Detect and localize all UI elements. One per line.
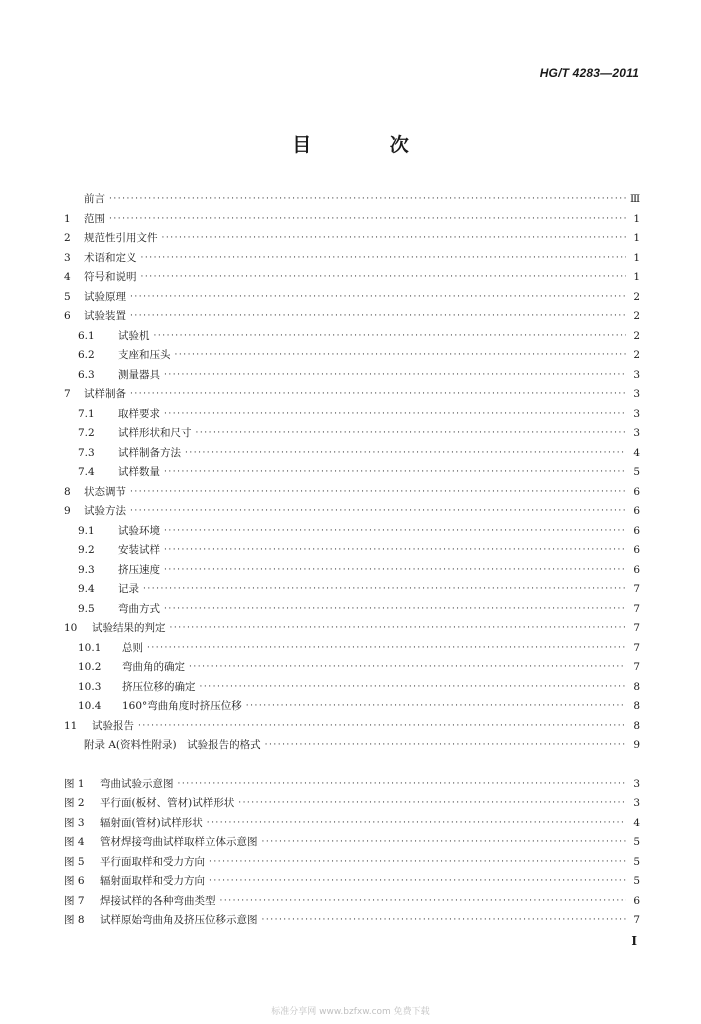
toc-dot-leader xyxy=(238,794,626,814)
toc-dot-leader xyxy=(138,717,626,737)
toc-entry-page: 3 xyxy=(633,427,640,439)
toc-dot-leader xyxy=(262,833,627,853)
toc-dot-leader xyxy=(178,775,627,795)
toc-entry-page: 7 xyxy=(633,661,640,673)
toc-entry-number: 9.5 xyxy=(78,602,95,615)
toc-entry-label: 挤压速度 xyxy=(118,563,160,576)
toc-entry xyxy=(64,405,640,425)
toc-entry-label: 辐射面(管材)试样形状 xyxy=(100,816,203,829)
toc-entry-number: 9.2 xyxy=(78,544,95,556)
toc-dot-leader xyxy=(130,307,626,327)
toc-entry-label: 焊接试样的各种弯曲类型 xyxy=(100,894,216,907)
toc-dot-leader xyxy=(164,600,626,620)
toc-entry-page: 5 xyxy=(633,836,640,848)
toc-entry xyxy=(64,541,640,561)
toc-entry xyxy=(64,424,640,444)
toc-entry-label: 记录 xyxy=(118,583,139,595)
toc-entry-number: 10.1 xyxy=(78,641,102,654)
toc-entry xyxy=(64,483,640,503)
toc-entry-page: 2 xyxy=(633,290,640,303)
toc-entry-label: 术语和定义 xyxy=(84,251,137,264)
toc-entry-label: 平行面取样和受力方向 xyxy=(100,855,205,868)
toc-entry-number: 10 xyxy=(64,622,78,634)
toc-dot-leader xyxy=(154,327,627,347)
toc-entry xyxy=(64,327,640,347)
toc-entry-label: 试验原理 xyxy=(84,290,126,303)
toc-entry-label: 弯曲角的确定 xyxy=(122,661,185,673)
toc-entry-page: 3 xyxy=(633,388,640,400)
toc-entry-number: 8 xyxy=(64,485,71,498)
toc-dot-leader xyxy=(130,502,626,522)
watermark: 标准分享网 www.bzfxw.com 免费下载 xyxy=(271,1007,430,1017)
toc-entry-label: 试验装置 xyxy=(84,310,126,322)
toc-entry xyxy=(64,892,640,912)
toc-dot-leader xyxy=(246,697,626,717)
toc-entry-page: 6 xyxy=(633,505,640,517)
toc-dot-leader xyxy=(207,814,626,834)
toc-entry xyxy=(64,249,640,269)
toc-entry-label: 试验环境 xyxy=(118,524,160,537)
toc-entry-page: 9 xyxy=(633,739,640,751)
toc-entry-page: 4 xyxy=(633,446,640,459)
toc-dot-leader xyxy=(220,892,627,912)
toc-entry-label: 状态调节 xyxy=(84,485,126,498)
toc-entry-page: 1 xyxy=(633,232,640,244)
toc-entry-label: 辐射面取样和受力方向 xyxy=(100,875,205,887)
toc-entry-page: 2 xyxy=(633,349,640,361)
toc-entry xyxy=(64,502,640,522)
toc-entry-page: 7 xyxy=(633,641,640,654)
toc-entry-label: 试样原始弯曲角及挤压位移示意图 xyxy=(100,914,258,926)
toc-entry-label: 测量器具 xyxy=(118,368,160,381)
toc-entry-number: 7 xyxy=(64,388,71,400)
toc-entry-label: 安装试样 xyxy=(118,544,160,556)
toc-entry-number: 图 7 xyxy=(64,894,85,907)
toc-entry-page: 3 xyxy=(633,797,640,809)
toc-entry xyxy=(64,619,640,639)
toc-entry-label: 试样制备 xyxy=(84,388,126,400)
toc-entry-page: 7 xyxy=(633,583,640,595)
toc-entry-number: 6.2 xyxy=(78,349,95,361)
toc-entry-page: 3 xyxy=(633,407,640,420)
toc-entry xyxy=(64,385,640,405)
toc-entry xyxy=(64,229,640,249)
toc-entry xyxy=(64,600,640,620)
toc-entry-number: 7.3 xyxy=(78,446,95,459)
toc-dot-leader xyxy=(164,463,626,483)
toc-entry-number: 6.1 xyxy=(78,329,95,342)
toc-entry-number: 10.3 xyxy=(78,680,102,693)
toc-entry-page: 6 xyxy=(633,524,640,537)
toc-entry xyxy=(64,444,640,464)
toc-entry-number: 9 xyxy=(64,505,71,517)
toc-entry-page: 1 xyxy=(633,271,640,283)
toc-entry-label: 弯曲方式 xyxy=(118,602,160,615)
toc-dot-leader xyxy=(196,424,627,444)
toc-dot-leader xyxy=(170,619,627,639)
toc-entry-label: 规范性引用文件 xyxy=(84,232,158,244)
toc-dot-leader xyxy=(162,229,627,249)
toc-dot-leader xyxy=(130,483,626,503)
toc-entry-page: 1 xyxy=(633,251,640,264)
toc-entry-page: 7 xyxy=(633,622,640,634)
toc-entry-number: 图 8 xyxy=(64,914,85,926)
toc-entry xyxy=(64,814,640,834)
toc-entry-number: 图 4 xyxy=(64,836,85,848)
toc-entry-page: 4 xyxy=(633,816,640,829)
toc-entry-label: 前言 xyxy=(84,193,105,205)
toc-entry-label: 试样制备方法 xyxy=(118,446,181,459)
toc-dot-leader xyxy=(164,561,626,581)
toc-dot-leader xyxy=(164,366,626,386)
toc-entry-page: 2 xyxy=(633,310,640,322)
toc-dot-leader xyxy=(265,736,626,756)
table-of-contents xyxy=(64,190,640,931)
toc-entry-number: 10.4 xyxy=(78,700,102,712)
toc-entry xyxy=(64,697,640,717)
toc-dot-leader xyxy=(109,210,626,230)
toc-entry-number: 9.3 xyxy=(78,563,95,576)
toc-dot-leader xyxy=(141,268,627,288)
toc-entry-number: 5 xyxy=(64,290,71,303)
toc-entry-page: 2 xyxy=(633,329,640,342)
toc-entry-number: 1 xyxy=(64,212,71,225)
toc-entry-page: 1 xyxy=(633,212,640,225)
toc-entry-page: 5 xyxy=(633,855,640,868)
toc-entry xyxy=(64,911,640,931)
toc-dot-leader xyxy=(141,249,627,269)
toc-entry-label: 试样形状和尺寸 xyxy=(118,427,192,439)
toc-dot-leader xyxy=(143,580,626,600)
toc-entry-label: 总则 xyxy=(122,641,143,654)
toc-entry xyxy=(64,775,640,795)
toc-entry xyxy=(64,580,640,600)
toc-entry-number: 图 2 xyxy=(64,797,85,809)
toc-entry xyxy=(64,794,640,814)
toc-entry-number: 7.4 xyxy=(78,466,95,478)
toc-entry xyxy=(64,639,640,659)
toc-dot-leader xyxy=(130,288,626,308)
toc-entry-label: 试样数量 xyxy=(118,466,160,478)
toc-dot-leader xyxy=(262,911,627,931)
toc-entry-page: 3 xyxy=(633,368,640,381)
toc-entry-label: 弯曲试验示意图 xyxy=(100,777,174,790)
toc-entry-number: 6 xyxy=(64,310,71,322)
toc-entry xyxy=(64,346,640,366)
toc-entry xyxy=(64,366,640,386)
toc-entry xyxy=(64,268,640,288)
toc-entry-label: 取样要求 xyxy=(118,407,160,420)
toc-entry-page: 5 xyxy=(633,466,640,478)
toc-entry-page: 5 xyxy=(633,875,640,887)
section-gap xyxy=(64,756,640,775)
toc-entry-page: 7 xyxy=(633,914,640,926)
toc-entry xyxy=(64,736,640,756)
toc-entry-page: 6 xyxy=(633,485,640,498)
toc-entry xyxy=(64,833,640,853)
toc-entry xyxy=(64,288,640,308)
toc-entry-number: 图 6 xyxy=(64,875,85,887)
toc-entry-number: 6.3 xyxy=(78,368,95,381)
toc-entry-label: 挤压位移的确定 xyxy=(122,680,196,693)
toc-entry-page: 8 xyxy=(633,700,640,712)
toc-entry-label: 符号和说明 xyxy=(84,271,137,283)
toc-entry xyxy=(64,190,640,210)
toc-entry-label: 试验方法 xyxy=(84,505,126,517)
toc-entry-label: 附录 A(资料性附录) 试验报告的格式 xyxy=(84,739,261,751)
toc-entry-label: 160°弯曲角度时挤压位移 xyxy=(122,700,242,712)
page-title: 目 次 xyxy=(292,134,445,156)
toc-entry-label: 试验结果的判定 xyxy=(92,622,166,634)
toc-entry-number: 11 xyxy=(64,719,78,732)
toc-entry-page: 3 xyxy=(633,777,640,790)
toc-dot-leader xyxy=(130,385,626,405)
toc-entry xyxy=(64,210,640,230)
standard-number: HG/T 4283—2011 xyxy=(539,66,639,80)
toc-entry xyxy=(64,658,640,678)
toc-entry xyxy=(64,463,640,483)
toc-entry xyxy=(64,307,640,327)
toc-entry-number: 7.1 xyxy=(78,407,95,420)
toc-dot-leader xyxy=(147,639,626,659)
toc-entry-label: 支座和压头 xyxy=(118,349,171,361)
toc-entry-number: 4 xyxy=(64,271,71,283)
toc-entry-number: 图 5 xyxy=(64,855,85,868)
toc-entry-label: 平行面(板材、管材)试样形状 xyxy=(100,797,235,809)
toc-dot-leader xyxy=(200,678,627,698)
toc-entry-label: 管材焊接弯曲试样取样立体示意图 xyxy=(100,836,258,848)
toc-entry xyxy=(64,872,640,892)
toc-entry-number: 7.2 xyxy=(78,427,95,439)
toc-dot-leader xyxy=(209,872,626,892)
toc-entry-number: 图 1 xyxy=(64,777,85,790)
toc-entry-label: 试验报告 xyxy=(92,719,134,732)
toc-entry-page: Ⅲ xyxy=(630,193,641,205)
toc-entry xyxy=(64,522,640,542)
toc-entry-page: 6 xyxy=(633,544,640,556)
toc-dot-leader xyxy=(209,853,626,873)
toc-entry-page: 6 xyxy=(633,563,640,576)
toc-entry-page: 6 xyxy=(633,894,640,907)
toc-dot-leader xyxy=(164,541,626,561)
toc-entry-number: 9.1 xyxy=(78,524,95,537)
toc-entry xyxy=(64,678,640,698)
toc-entry xyxy=(64,561,640,581)
toc-entry-number: 3 xyxy=(64,251,71,264)
toc-entry-number: 9.4 xyxy=(78,583,95,595)
toc-dot-leader xyxy=(164,405,626,425)
toc-entry-number: 2 xyxy=(64,232,71,244)
toc-entry-number: 10.2 xyxy=(78,661,102,673)
toc-entry-page: 8 xyxy=(633,719,640,732)
toc-entry-number: 图 3 xyxy=(64,816,85,829)
toc-dot-leader xyxy=(164,522,626,542)
toc-entry-page: 8 xyxy=(633,680,640,693)
toc-dot-leader xyxy=(175,346,627,366)
toc-dot-leader xyxy=(185,444,626,464)
toc-dot-leader xyxy=(109,190,626,210)
toc-entry xyxy=(64,853,640,873)
page-number: I xyxy=(631,934,637,948)
toc-dot-leader xyxy=(189,658,626,678)
toc-entry xyxy=(64,717,640,737)
toc-entry-label: 试验机 xyxy=(118,329,150,342)
toc-entry-page: 7 xyxy=(633,602,640,615)
toc-entry-label: 范围 xyxy=(84,212,105,225)
